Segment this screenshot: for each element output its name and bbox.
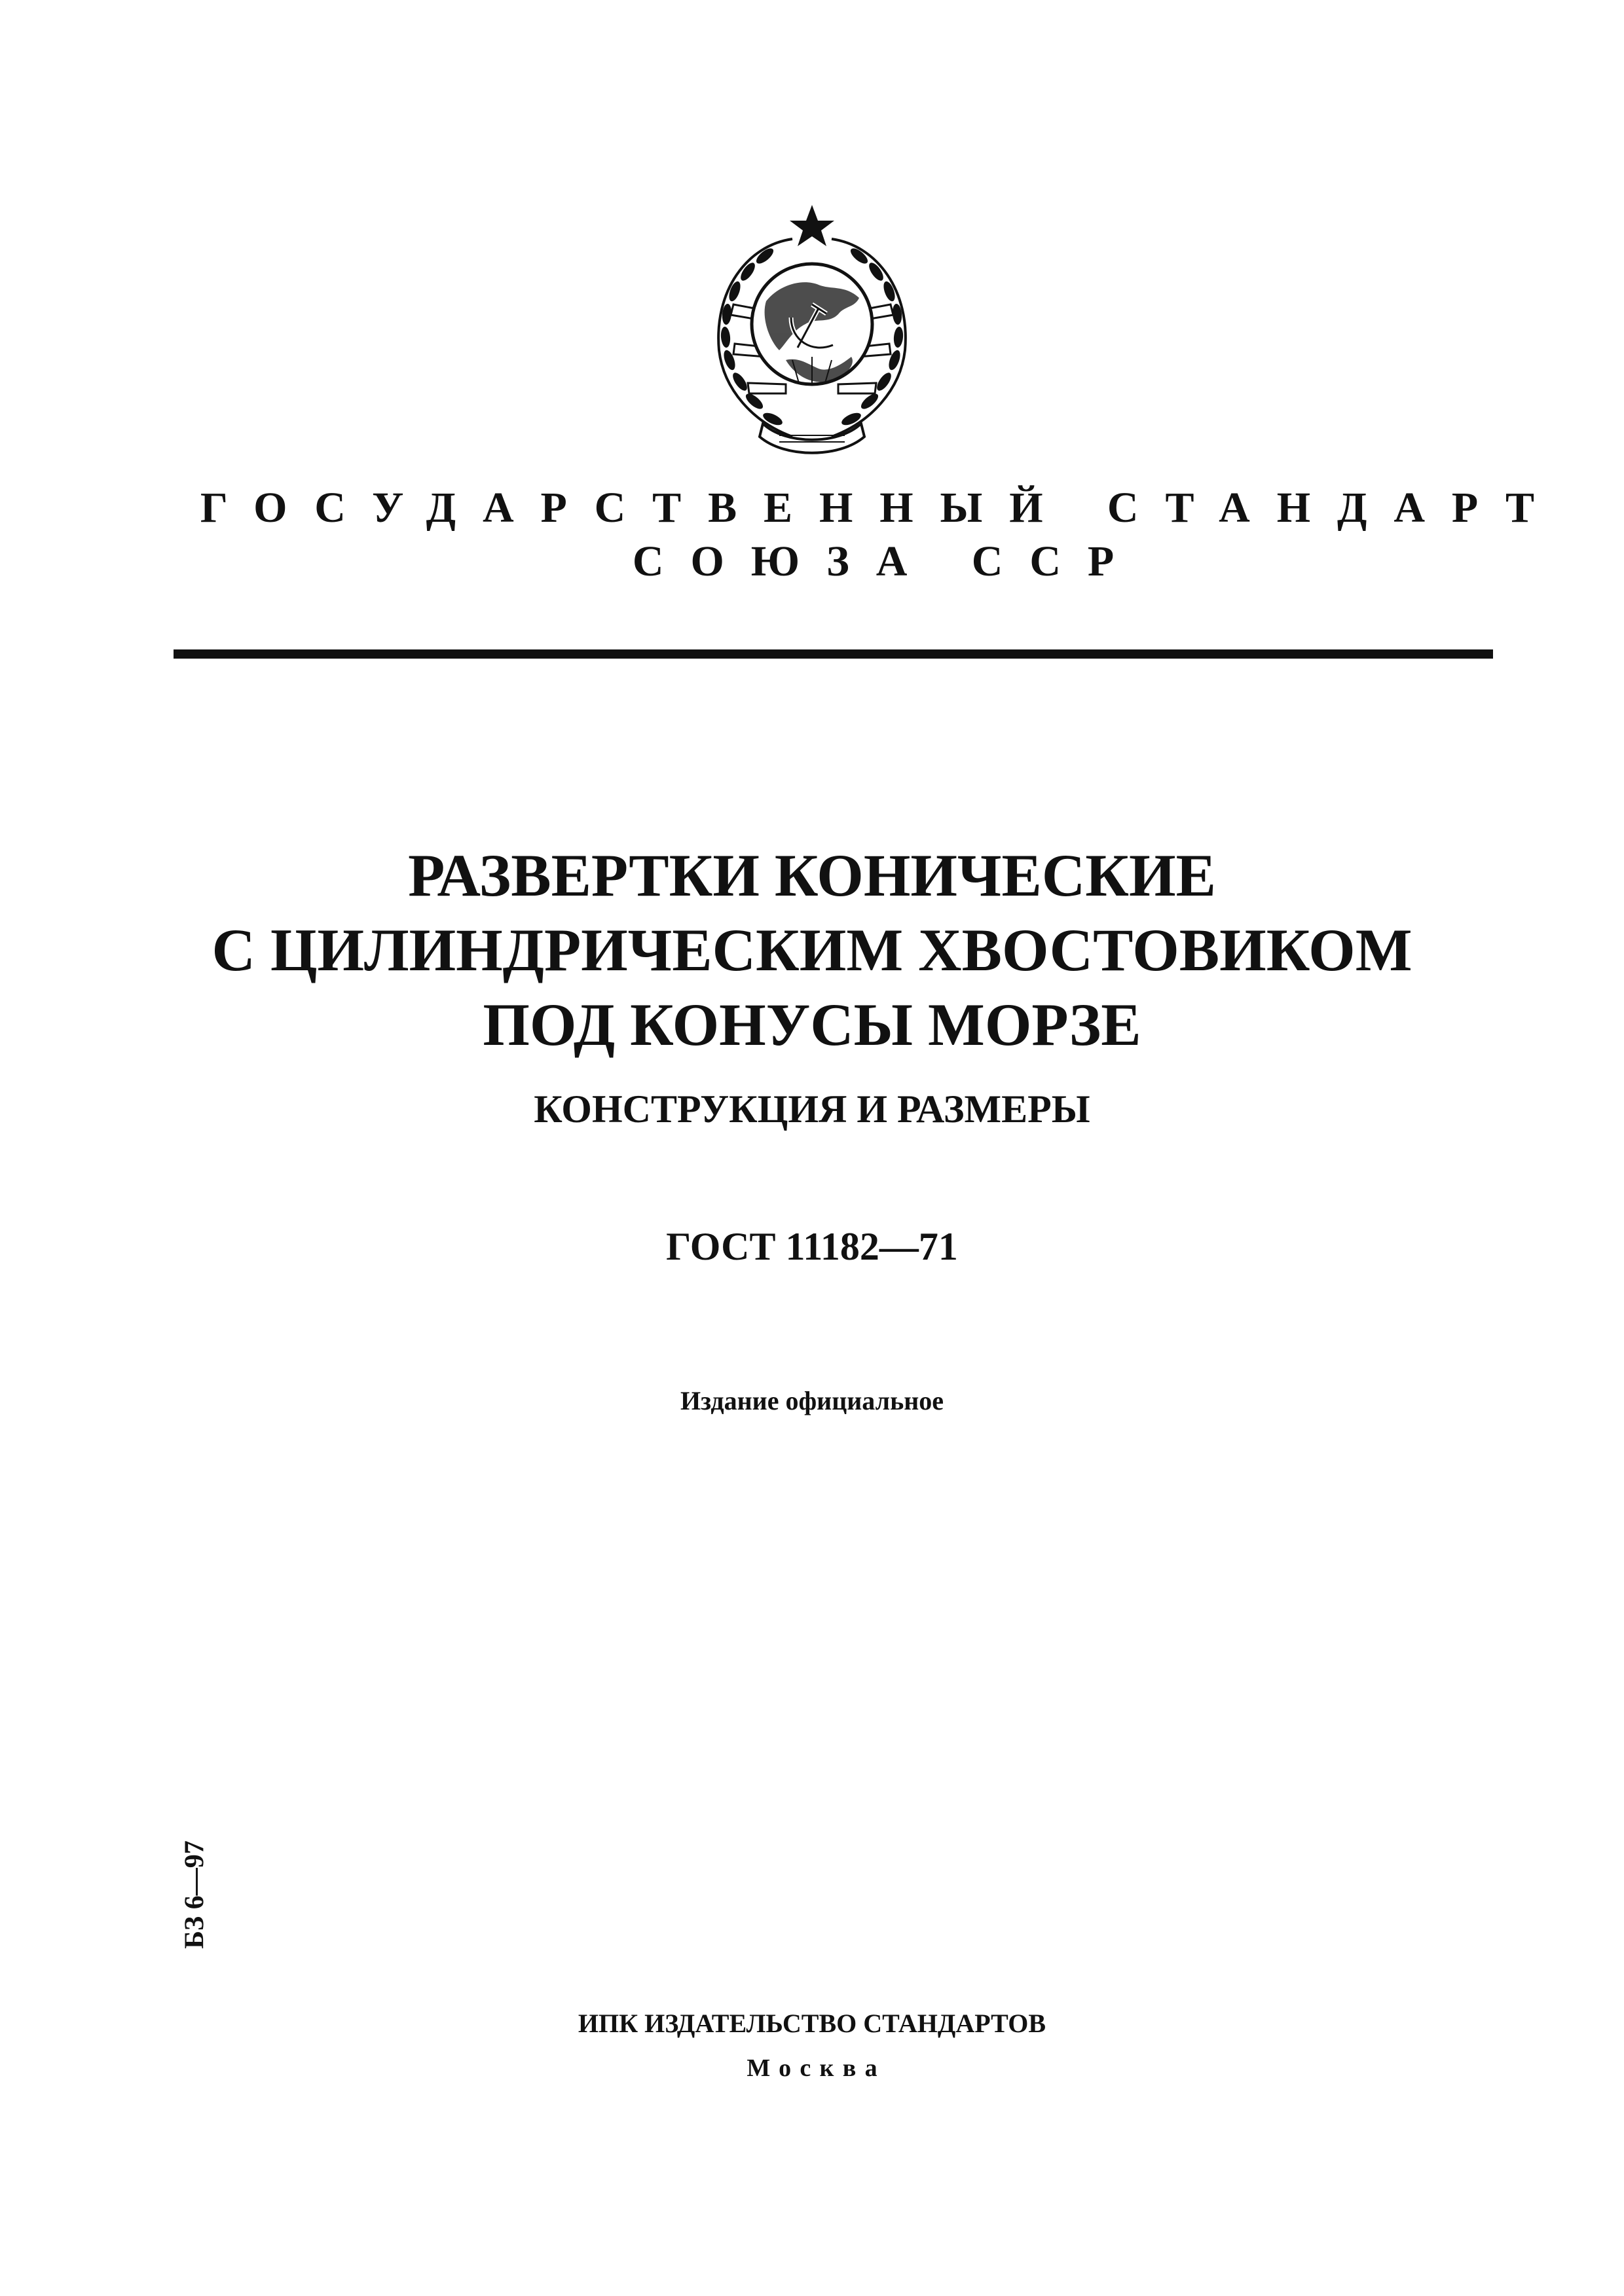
publisher-city: Москва [747, 2054, 886, 2082]
side-code-text: БЗ 6—97 [179, 1840, 210, 1949]
document-title [0, 838, 1624, 1062]
publisher-name: ИПК ИЗДАТЕЛЬСТВО СТАНДАРТОВ [578, 2009, 1046, 2038]
agency-line-2: СОЮЗА ССР [632, 538, 1141, 585]
title-block [0, 838, 1624, 1133]
title-line-1: РАЗВЕРТКИ КОНИЧЕСКИЕ [408, 842, 1216, 909]
star-icon [790, 205, 834, 246]
agency-line-1: ГОСУДАРСТВЕННЫЙ СТАНДАРТ [200, 484, 1561, 532]
standard-number: ГОСТ 11182—71 [666, 1225, 958, 1268]
document-subtitle: КОНСТРУКЦИЯ И РАЗМЕРЫ [534, 1087, 1090, 1131]
header-divider [174, 649, 1493, 659]
title-line-3: ПОД КОНУСЫ МОРЗЕ [483, 991, 1141, 1058]
edition-label: Издание официальное [680, 1386, 944, 1415]
ussr-state-emblem-icon [688, 193, 936, 475]
title-line-2: С ЦИЛИНДРИЧЕСКИМ ХВОСТОВИКОМ [212, 917, 1412, 983]
agency-heading [174, 481, 1561, 589]
